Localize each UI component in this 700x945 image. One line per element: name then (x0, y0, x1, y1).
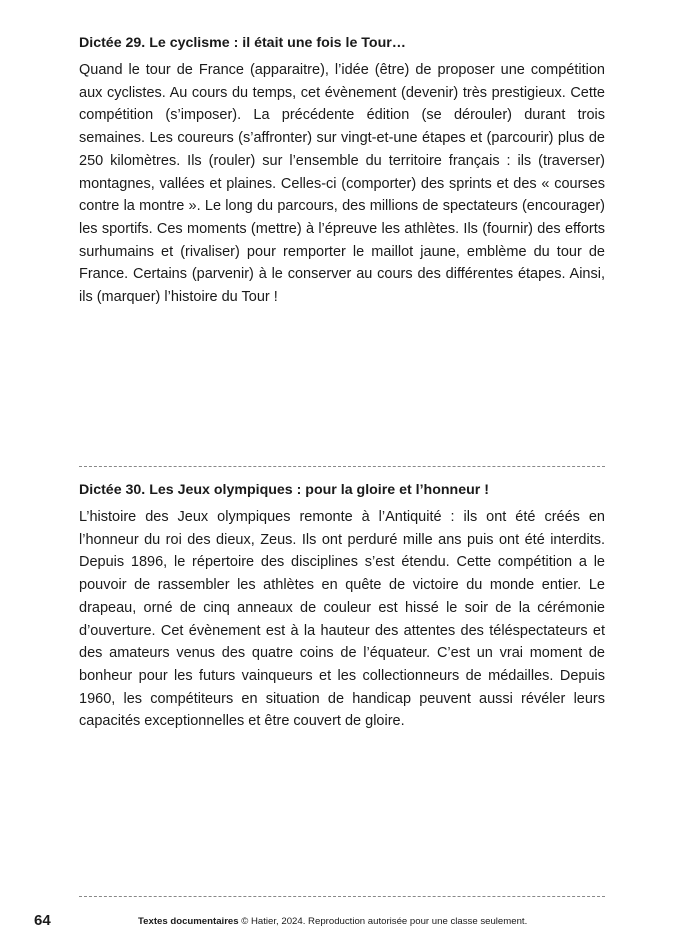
page-number: 64 (34, 912, 51, 929)
footer-copyright: © Hatier, 2024. Reproduction autorisée pour une classe seulement. (238, 916, 528, 927)
dictee-29-text: Quand le tour de France (apparaitre), l’idée (être) de proposer une compétition aux cyclistes. Au cours du temps, cet évènement (devenir) très prestigieux. Cette compétition (s’imposer). La précédente édition (se dérouler) durant trois semaines. Les coureurs (s’affronter) sur vingt-et-une étapes et (parcourir) plus de 250 kilomètres. Ils (rouler) sur l’ensemble du territoire français : ils (traverser) montagnes, vallées et plaines. Celles-ci (comporter) des sprints et des « courses contre la montre ». Le long du parcours, des millions de spectateurs (encourager) les sportifs. Ces moments (mettre) à l’épreuve les athlètes. Ils (fournir) des efforts surhumains et (rivaliser) pour remporter le maillot jaune, emblème du tour de France. Certains (parvenir) à le conserver au cours des différentes étapes. Ainsi, ils (marquer) l’histoire du Tour ! (79, 62, 605, 306)
dictee-30-section (79, 481, 605, 733)
dashed-divider (79, 896, 605, 897)
footer-source-title: Textes documentaires (138, 916, 239, 927)
footer-credit (138, 915, 527, 929)
dictee-29-section (79, 34, 605, 309)
dictee-30-text: L’histoire des Jeux olympiques remonte à l’Antiquité : ils ont été créés en l’honneur du roi des dieux, Zeus. Ils ont perduré mille ans puis ont été interdits. Depuis 1896, le répertoire des disciplines s’est étendu. Cette compétition a le pouvoir de rassembler les athlètes en quête de victoire du monde entier. Le drapeau, orné de cinq anneaux de couleur est hissé le soir de la cérémonie d’ouverture. Cet évènement est à la hauteur des attentes des téléspectateurs et des amateurs venus des quatre coins de l’équateur. C’est un vrai moment de bonheur pour les futurs vainqueurs et les collectionneurs de médailles. Depuis 1960, les compétiteurs en situation de handicap peuvent aussi révéler leurs capacités exceptionnelles et être couvert de gloire. (79, 509, 605, 730)
dictee-29-title: Dictée 29. Le cyclisme : il était une fois le Tour… (79, 35, 406, 51)
dashed-divider (79, 466, 605, 467)
dictee-30-title: Dictée 30. Les Jeux olympiques : pour la gloire et l’honneur ! (79, 482, 489, 498)
